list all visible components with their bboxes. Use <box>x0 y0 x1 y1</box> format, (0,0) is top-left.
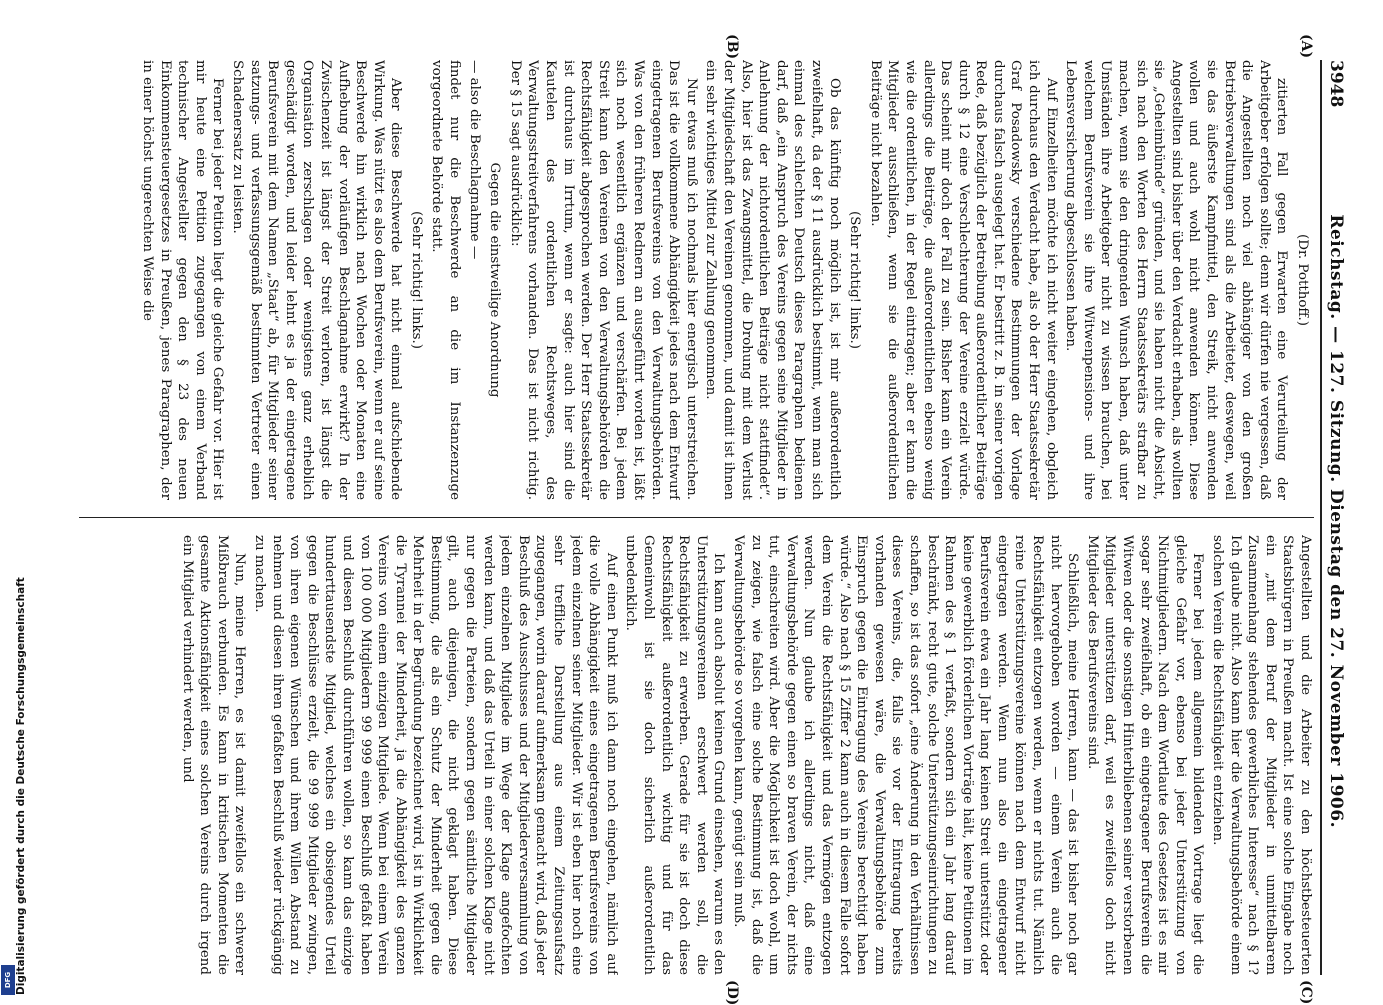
margin-marker-a: (A) <box>1298 34 1314 59</box>
dfg-logo-text: DFG <box>4 971 12 989</box>
page-header <box>1320 60 1350 975</box>
paragraph: Nun, meine Herren, es ist damit zweifellos ein schwerer Mißbrauch verbunden. Es kann in kritischen Momenten die gesamte Aktionsfähigkeit eines solchen Vereins durch irgend ein Mitglied verhindert werden, und <box>179 535 248 975</box>
paragraph: Nur etwas muß ich nochmals hier energisch unterstreichen. Das ist die vollkommene Abhängigkeit jedes nach dem Entwurf eingetragenen Berufsvereins von den Verwaltungsbehörden. Was von den früheren Rednern an ausgeführt worden ist, läßt sich noch wesentlich ergänzen und verschärfen. Bei jedem Streit kann den Vereinen von den Verwaltungsbehörden die Rechtsfähigkeit abgesprochen werden. Der Herr Staatssekretär ist durchaus im Irrtum, wenn er sagte: auch hier sind die Kautelen des ordentlichen Rechtsweges, des Verwaltungsstreitverfahrens vorhanden. Das ist nicht richtig. Der § 15 sagt ausdrücklich: <box>507 60 699 500</box>
paragraph: Angestellten und die Arbeiter zu den höchstbesteuerten Staatsbürgern in Preußen macht. Ist eine solche Eingabe noch ein „mit dem Beruf der Mitglieder in unmittelbarem Zusammenhang stehendes gewerbliches Interesse“ nach § 1? Ich glaube nicht. Also kann hier die Verwaltungsbehörde einem solchen Verein die Rechtsfähigkeit entziehen. <box>1210 535 1313 975</box>
right-column <box>74 535 1314 975</box>
page-number: 3948 <box>1326 60 1346 108</box>
paragraph: Ob das künftig noch möglich ist, ist mir außerordentlich zweifelhaft, da der § 11 ausdrücklich bestimmt, wenn man sich einmal des schlechten Deutsch dieses Paragraphen bedienen darf, daß „ein Anspruch des Vereins gegen seine Mitglieder in Anlehnung der nichtordentlichen Beiträge nicht stattfindet“. Also, hier ist das Zwangsmittel, die Drohung mit dem Verlust der Mitgliedschaft den Vereinen genommen, und damit ist ihnen ein sehr wichtiges Mittel zur Zahlung genommen. <box>703 60 842 500</box>
quote-line: findet nur die Beschwerde an die im Instanzenzuge vorgeordnete Behörde statt. <box>429 60 463 500</box>
dfg-logo <box>1 965 15 995</box>
digitization-credit: Digitalisierung gefördert durch die Deutsche Forschungsgemeinschaft <box>15 577 27 995</box>
paragraph: Aber diese Beschwerde hat nicht einmal aufschiebende Wirkung. Was nützt es also dem Berufsverein, wenn er auf seine Beschwerde hin wirklich nach Wochen oder Monaten eine Aufhebung der vorläufigen Beschlagnahme erwirkt? In der Zwischenzeit ist längst der Streit verloren, ist längst die Organisation zerschlagen oder wenigstens ganz erheblich geschädigt worden, und leider lehnt es ja der eingetragene Berufsverein mit dem Namen „Staat“ ab, für Mitglieder seiner satzungs- und verfassungsgemäß bestimmten Vertreter einen Schadenersatz zu leisten. <box>229 60 404 500</box>
rotated-content <box>70 34 1350 1005</box>
paragraph: zitierten Fall gegen Erwarten eine Verurteilung der Arbeitgeber erfolgen sollte; denn wir dürfen nie vergessen, daß die Angestellten noch viel abhängiger von den großen Betriebsverwaltungen sind als die Arbeiteter, deswegen, weil sie das äußerste Kampfmittel, den Streik, nicht anwenden wollen und auch wohl nicht anwenden können. Diese Angestellten sind bisher über den Verdacht erhaben, als wollten sie „Geheimbünde“ gründen, und sie haben nicht die Absicht, sich nach den Worten des Herrn Staatssekretärs strafbar zu machen, wenn sie den dringenden Wunsch haben, daß unter Umständen ihre Arbeitgeber nicht zu wissen brauchen, bei welchem Berufsverein sie ihre Witwenpensions- und ihre Lebensversicherung abgeschlossen haben. <box>1063 60 1290 500</box>
page-header-title: Reichstag. — 127. Sitzung. Dienstag den 27. November 1906. <box>1326 214 1346 828</box>
column-divider <box>79 517 1314 518</box>
margin-marker-d: (D) <box>724 980 740 1005</box>
paragraph: Ferner bei jeder Petition liegt die gleiche Gefahr vor. Hier ist mir heute eine Petition zugegangen von einem Verband technischer Angestellter gegen den § 23 des neuen Einkommensteuergesetzes in Preußen, jenes Paragraphen, der in einer höchst ungerechten Weise die <box>140 60 226 500</box>
margin-marker-b: (B) <box>724 34 740 60</box>
sidebar <box>0 0 27 1000</box>
margin-marker-c: (C) <box>1298 980 1314 1005</box>
speaker-label: (Dr. Potthoff.) <box>1295 234 1310 326</box>
quote-line: Gegen die einstweilige Anordnung <box>487 162 503 398</box>
paragraph: Auf einen Punkt muß ich dann noch eingehen, nämlich auf die volle Abhängigkeit eines eingetragenen Berufsvereins von jedem einzelnen seiner Mitglieder. Wir ist eben hier noch eine sehr treffliche Darstellung aus einem Zeitungsaufsatz zugegangen, worin darauf aufmerksam gemacht wird, daß jeder Beschluß des Ausschusses und der Mitgliederversammlung von jedem einzelnen Mitgliede im Wege der Klage angefochten werden kann, und daß das Urteil in einer solchen Klage nicht nur gegen die Parteien, sondern gegen sämtliche Mitglieder gilt, auch diejenigen, die nicht geklagt haben. Diese Bestimmung, die als ein Schutz der Minderheit gegen die Mehrheit in der Begründung bezeichnet wird, ist in Wirklichkeit die Tyrannei der Minderheit, ja die Abhängigkeit des ganzen Vereins von einem einzigen Mitgliede. Wenn bei einem Verein von 100 000 Mitgliedern 99 999 einen Beschluß gefaßt haben und diesen Beschluß durchführen wollen, so kann das einzige hunderttausendste Mitglied, welches ein obsiegendes Urteil gegen die Beschlüsse erzielt, die 99 999 Mitglieder zwingen, von ihren eigenen Wünschen und ihrem Willen Abstand zu nehmen und diesen ihren gefaßten Beschluß wieder rückgängig zu machen. <box>251 535 619 975</box>
paragraph: Ferner bei jedem allgemein bildenden Vortrage liegt die gleiche Gefahr vor, ebenso bei jeder Unterstützung von Nichtmitgliedern. Nach dem Wortlaute des Gesetzes ist es mir sogar sehr zweifelhaft, ob ein eingetragener Berufsverein die Witwen oder die sonstigen Hinterbliebenen seiner verstorbenen Mitglieder unterstützen darf, weil es zweifellos doch nicht Mitglieder des Berufsvereins sind. <box>1084 535 1206 975</box>
interjection: (Sehr richtig! links.) <box>847 211 863 349</box>
interjection: (Sehr richtig! links.) <box>408 211 424 349</box>
paragraph: Auf Einzelheiten möchte ich nicht weiter eingehen, obgleich ich durchaus den Verdacht habe, als ob der Herr Staatssekretär Graf Posadowsky verschiedene Bestimmungen der Vorlage durchaus falsch ausgelegt hat. Er bestritt z. B. in seiner vorigen Rede, daß bezüglich der Betreibung außerordentlicher Beiträge durch § 12 eine Verschlechterung der Vereine erzielt würde. Das scheint mir doch der Fall zu sein. Bisher kann ein Verein allerdings die Beiträge, die außerordentlichen ebenso wenig wie die ordentlichen, in der Regel eintragen; aber er kann die Mitglieder ausschließen, wenn sie die außerordentlichen Beiträge nicht bezahlen. <box>867 60 1059 500</box>
paragraph: Ich kann auch absolut keinen Grund einsehen, warum es den Unterstützungsvereinen erschwert werden soll, die Rechtsfähigkeit zu erwerben. Gerade für sie ist doch diese Rechtsfähigkeit außerordentlich wichtig und für das Gemeinwohl ist sie doch sicherlich außerordentlich unbedenklich. <box>623 535 727 975</box>
document-page <box>70 34 1350 1005</box>
quote-aside: — also die Beschlagnahme — <box>466 60 482 260</box>
left-column <box>74 60 1314 500</box>
paragraph: Schließlich, meine Herren, kann — das ist bisher noch gar nicht hervorgehoben worden — einem Verein auch die Rechtsfähigkeit entzogen werden, wenn er nichts tut. Nämlich reine Unterstützungsvereine können nach dem Entwurf nicht eingetragen werden. Wenn nun also ein eingetragener Berufsverein etwa ein Jahr lang keinen Streit unterstützt oder keine gewerblich förderlichen Vorträge hält, keine Petitionen im Rahmen des § 1 verfaßt, sondern sich ein Jahr lang darauf beschränkt, recht gute, solche Unterstützungseinrichtungen zu schaffen, so ist das sofort „eine Änderung in den Verhältnissen dieses Vereins, die, falls sie vor der Eintragung bereits vorhanden gewesen wäre, die Verwaltungsbehörde zum Einspruch gegen die Eintragung des Vereins berechtigt haben würde.“ Also nach § 15 Ziffer 2 kann auch in diesem Falle sofort dem Verein die Rechtsfähigkeit und das Vermögen entzogen werden. Nun glaube ich allerdings nicht, daß eine Verwaltungsbehörde gegen einen so braven Verein, der nichts tut, einschreiten wird. Aber die Möglichkeit ist doch wohl, um zu zeigen, wie falsch eine solche Bestimmung ist, daß die Verwaltungsbehörde so vorgehen kann, genügt sein muß. <box>731 535 1081 975</box>
